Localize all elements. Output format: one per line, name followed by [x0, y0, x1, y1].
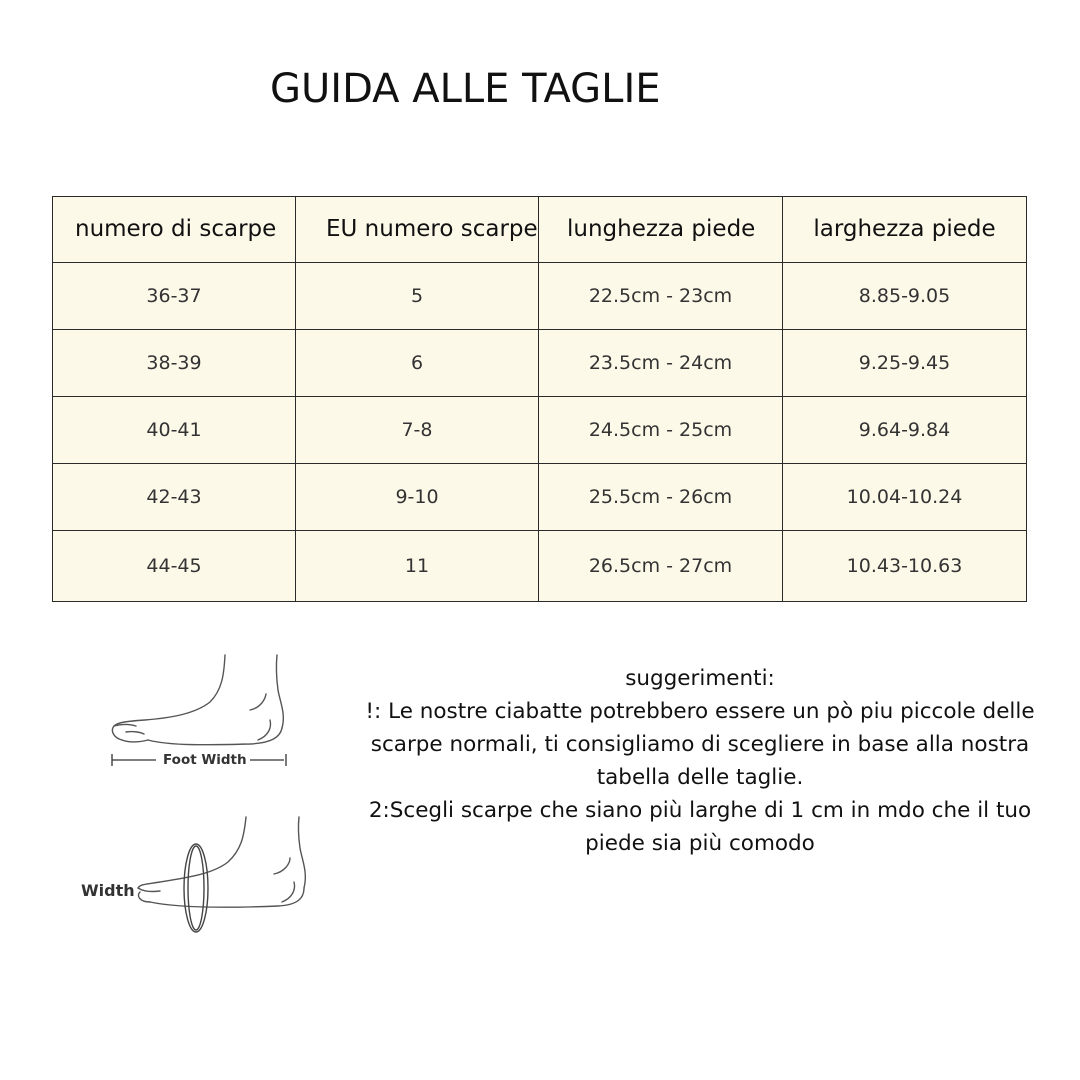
- cell-foot-length: 26.5cm - 27cm: [539, 531, 783, 602]
- suggestion-tip-1: !: Le nostre ciabatte potrebbero essere un pò piu piccole delle scarpe normali, ti consigliamo di scegliere in base alla nostra tabella delle taglie.: [365, 699, 1035, 790]
- width-circumference-illustration: [78, 812, 318, 940]
- cell-foot-length: 23.5cm - 24cm: [539, 330, 783, 397]
- suggestions-heading: suggerimenti:: [625, 666, 775, 691]
- page-title: GUIDA ALLE TAGLIE: [270, 66, 661, 112]
- cell-eu-number: 11: [296, 531, 539, 602]
- cell-shoe-number: 38-39: [53, 330, 296, 397]
- width-label: Width: [81, 881, 135, 900]
- foot-width-illustration: [100, 650, 300, 775]
- cell-foot-length: 24.5cm - 25cm: [539, 397, 783, 464]
- cell-shoe-number: 44-45: [53, 531, 296, 602]
- cell-foot-width: 8.85-9.05: [783, 263, 1027, 330]
- header-foot-width: larghezza piede: [783, 197, 1027, 263]
- cell-foot-width: 9.64-9.84: [783, 397, 1027, 464]
- table-row: [53, 531, 1027, 602]
- cell-eu-number: 7-8: [296, 397, 539, 464]
- header-shoe-number: numero di scarpe: [53, 197, 296, 263]
- cell-shoe-number: 36-37: [53, 263, 296, 330]
- foot-circumference-icon: [78, 812, 318, 940]
- cell-foot-width: 9.25-9.45: [783, 330, 1027, 397]
- table-row: [53, 263, 1027, 330]
- table-row: [53, 464, 1027, 531]
- header-foot-length: lunghezza piede: [539, 197, 783, 263]
- cell-foot-width: 10.43-10.63: [783, 531, 1027, 602]
- cell-eu-number: 6: [296, 330, 539, 397]
- cell-foot-width: 10.04-10.24: [783, 464, 1027, 531]
- table-row: [53, 397, 1027, 464]
- suggestions-section: [345, 662, 1055, 860]
- cell-shoe-number: 40-41: [53, 397, 296, 464]
- foot-width-label: Foot Width: [163, 752, 247, 768]
- cell-foot-length: 22.5cm - 23cm: [539, 263, 783, 330]
- suggestion-tip-2: 2:Scegli scarpe che siano più larghe di 1 cm in mdo che il tuo piede sia più comodo: [368, 798, 1032, 856]
- cell-foot-length: 25.5cm - 26cm: [539, 464, 783, 531]
- table-row: [53, 330, 1027, 397]
- cell-eu-number: 9-10: [296, 464, 539, 531]
- cell-eu-number: 5: [296, 263, 539, 330]
- size-chart-table: [52, 196, 1027, 602]
- header-eu-number: EU numero scarpe: [296, 197, 539, 263]
- table-header-row: [53, 197, 1027, 263]
- cell-shoe-number: 42-43: [53, 464, 296, 531]
